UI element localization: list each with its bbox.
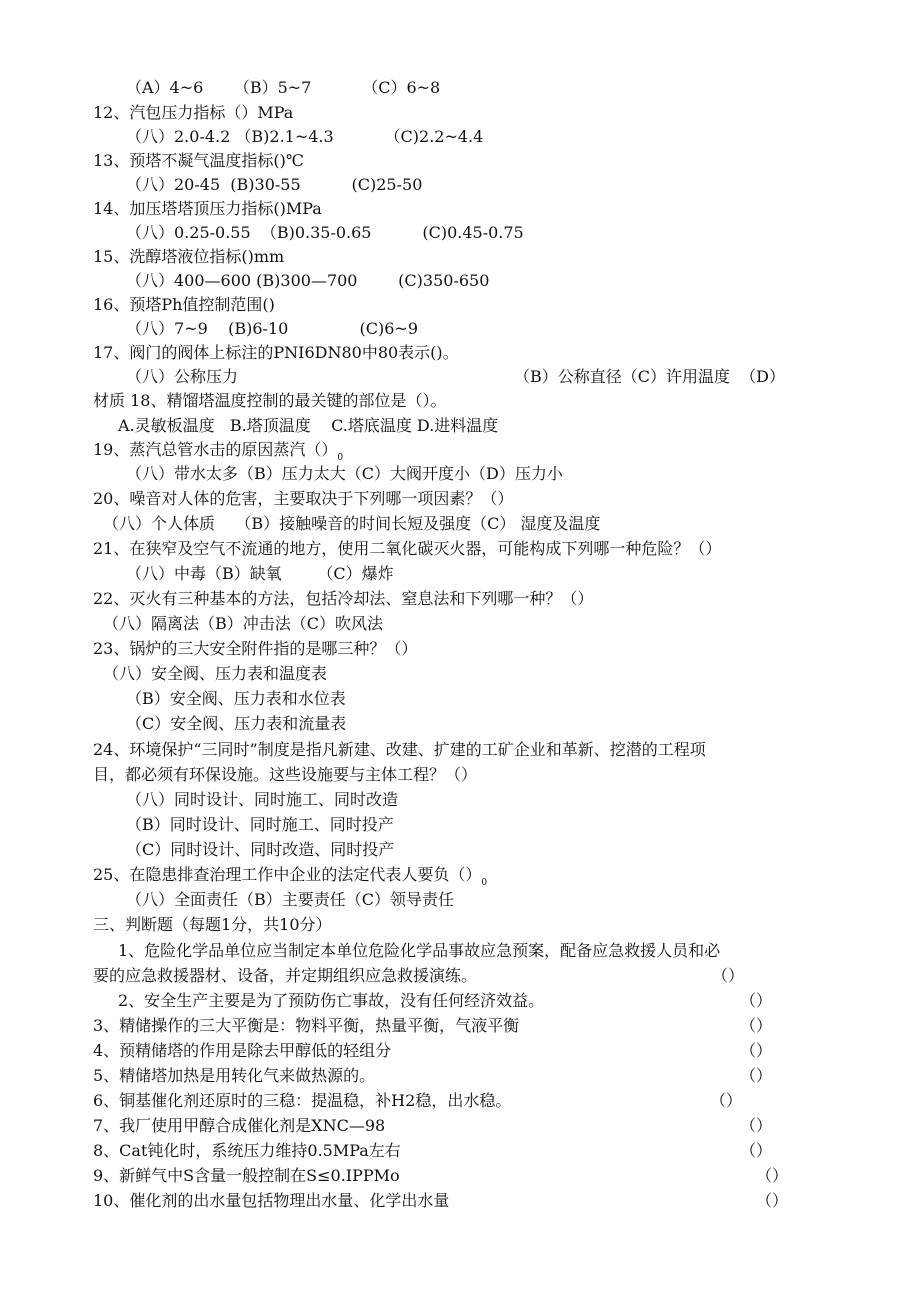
options-15: （八）400—600 (B)300—700 (C)350-650 xyxy=(126,271,490,290)
options-24-a: （八）同时设计、同时施工、同时改造 xyxy=(126,790,399,809)
options-16: （八）7~9 (B)6-10 (C)6~9 xyxy=(126,319,418,338)
question-24-line1: 24、环境保护“三同时”制度是指凡新建、改建、扩建的工矿企业和革新、挖潜的工程项 xyxy=(93,740,706,759)
judgement-9: 9、新鲜气中S含量一般控制在S≤0.IPPMo xyxy=(93,1166,400,1185)
question-14: 14、加压塔塔顶压力指标()MPa xyxy=(93,199,322,218)
question-23: 23、锅炉的三大安全附件指的是哪三种？（） xyxy=(93,639,418,658)
judgement-10-paren: （） xyxy=(756,1191,789,1210)
options-19: （八）带水太多（B）压力太大（C）大阀开度小（D）压力小 xyxy=(126,464,563,483)
question-12: 12、汽包压力指标（）MPa xyxy=(93,103,294,122)
options-20: （八）个人体质 （B）接触噪音的时间长短及强度（C） 湿度及温度 xyxy=(103,514,601,533)
options-24-b: （B）同时设计、同时施工、同时投产 xyxy=(126,815,394,834)
option-line-11: （A）4~6 （B）5~7 （C）6~8 xyxy=(126,78,441,97)
options-23-a: （八）安全阀、压力表和温度表 xyxy=(103,664,328,683)
question-20: 20、噪音对人体的危害，主要取决于下列哪一项因素？（） xyxy=(93,489,514,508)
options-24-c: （C）同时设计、同时改造、同时投产 xyxy=(126,840,395,859)
options-17-a: （八）公称压力 xyxy=(126,367,239,386)
question-19-subscript: 0 xyxy=(337,453,344,463)
options-23-c: （C）安全阀、压力表和流量表 xyxy=(126,714,347,733)
judgement-7-paren: （） xyxy=(740,1116,773,1135)
question-25-text: 25、在隐患排查治理工作中企业的法定代表人要负（） xyxy=(93,865,482,884)
judgement-8: 8、Cat钝化时，系统压力维持0.5MPa左右 xyxy=(93,1141,401,1160)
options-18: A.灵敏板温度 B.塔顶温度 C.塔底温度 D.进料温度 xyxy=(118,416,499,435)
judgement-6: 6、铜基催化剂还原时的三稳：提温稳，补H2稳，出水稳。 xyxy=(93,1091,512,1110)
judgement-9-paren: （） xyxy=(756,1166,789,1185)
question-25-subscript: 0 xyxy=(481,878,488,888)
options-12: （八）2.0-4.2 （B)2.1~4.3 （C)2.2~4.4 xyxy=(126,127,484,146)
options-17-b: （B）公称直径（C）许用温度 （D） xyxy=(514,367,786,386)
question-22: 22、灭火有三种基本的方法，包括冷却法、窒息法和下列哪一种？（） xyxy=(93,589,594,608)
question-19-text: 19、蒸汽总管水击的原因蒸汽（） xyxy=(93,440,338,459)
options-25: （八）全面责任（B）主要责任（C）领导责任 xyxy=(126,890,455,909)
question-17: 17、阀门的阀体上标注的PNI6DN80中80表示()。 xyxy=(93,343,459,362)
question-13: 13、预塔不凝气温度指标()℃ xyxy=(93,151,304,170)
judgement-5-paren: （） xyxy=(740,1066,773,1085)
judgement-3-paren: （） xyxy=(740,1016,773,1035)
judgement-1-line2: 要的应急救援器材、设备，并定期组织应急救援演练。 xyxy=(93,966,478,985)
question-16: 16、预塔Ph值控制范围() xyxy=(93,295,275,314)
judgement-10: 10、催化剂的出水量包括物理出水量、化学出水量 xyxy=(93,1191,450,1210)
question-15: 15、洗醇塔液位指标()mm xyxy=(93,247,285,266)
judgement-4: 4、预精储塔的作用是除去甲醇低的轻组分 xyxy=(93,1041,392,1060)
judgement-2: 2、安全生产主要是为了预防伤亡事故，没有任何经济效益。 xyxy=(118,991,545,1010)
options-14: （八）0.25-0.55 （B)0.35-0.65 (C)0.45-0.75 xyxy=(126,223,524,242)
options-22: （八）隔离法（B）冲击法（C）吹风法 xyxy=(103,614,384,633)
options-13: （八）20-45 (B)30-55 (C)25-50 xyxy=(126,175,423,194)
question-21: 21、在狭窄及空气不流通的地方，使用二氧化碳灭火器，可能构成下列哪一种危险？（） xyxy=(93,539,722,558)
judgement-1-line1: 1、危险化学品单位应当制定本单位危险化学品事故应急预案，配备应急救援人员和必 xyxy=(118,941,721,960)
judgement-7: 7、我厂使用甲醇合成催化剂是XNC—98 xyxy=(93,1116,386,1135)
judgement-4-paren: （） xyxy=(740,1041,773,1060)
judgement-8-paren: （） xyxy=(740,1141,773,1160)
question-25 xyxy=(93,865,487,893)
question-18: 材质 18、精馏塔温度控制的最关键的部位是（）。 xyxy=(93,391,447,410)
judgement-2-paren: （） xyxy=(740,991,773,1010)
options-21: （八）中毒（B）缺氧 （C）爆炸 xyxy=(126,564,394,583)
question-24-line2: 目，都必须有环保设施。这些设施要与主体工程？（） xyxy=(93,765,478,784)
options-23-b: （B）安全阀、压力表和水位表 xyxy=(126,689,346,708)
judgement-6-paren: （） xyxy=(710,1091,743,1110)
section-title-judgement: 三、判断题（每题1分，共10分） xyxy=(93,915,332,934)
judgement-3: 3、精储操作的三大平衡是：物料平衡，热量平衡，气液平衡 xyxy=(93,1016,520,1035)
judgement-5: 5、精储塔加热是用转化气来做热源的。 xyxy=(93,1066,376,1085)
judgement-1-paren: （） xyxy=(712,966,745,985)
